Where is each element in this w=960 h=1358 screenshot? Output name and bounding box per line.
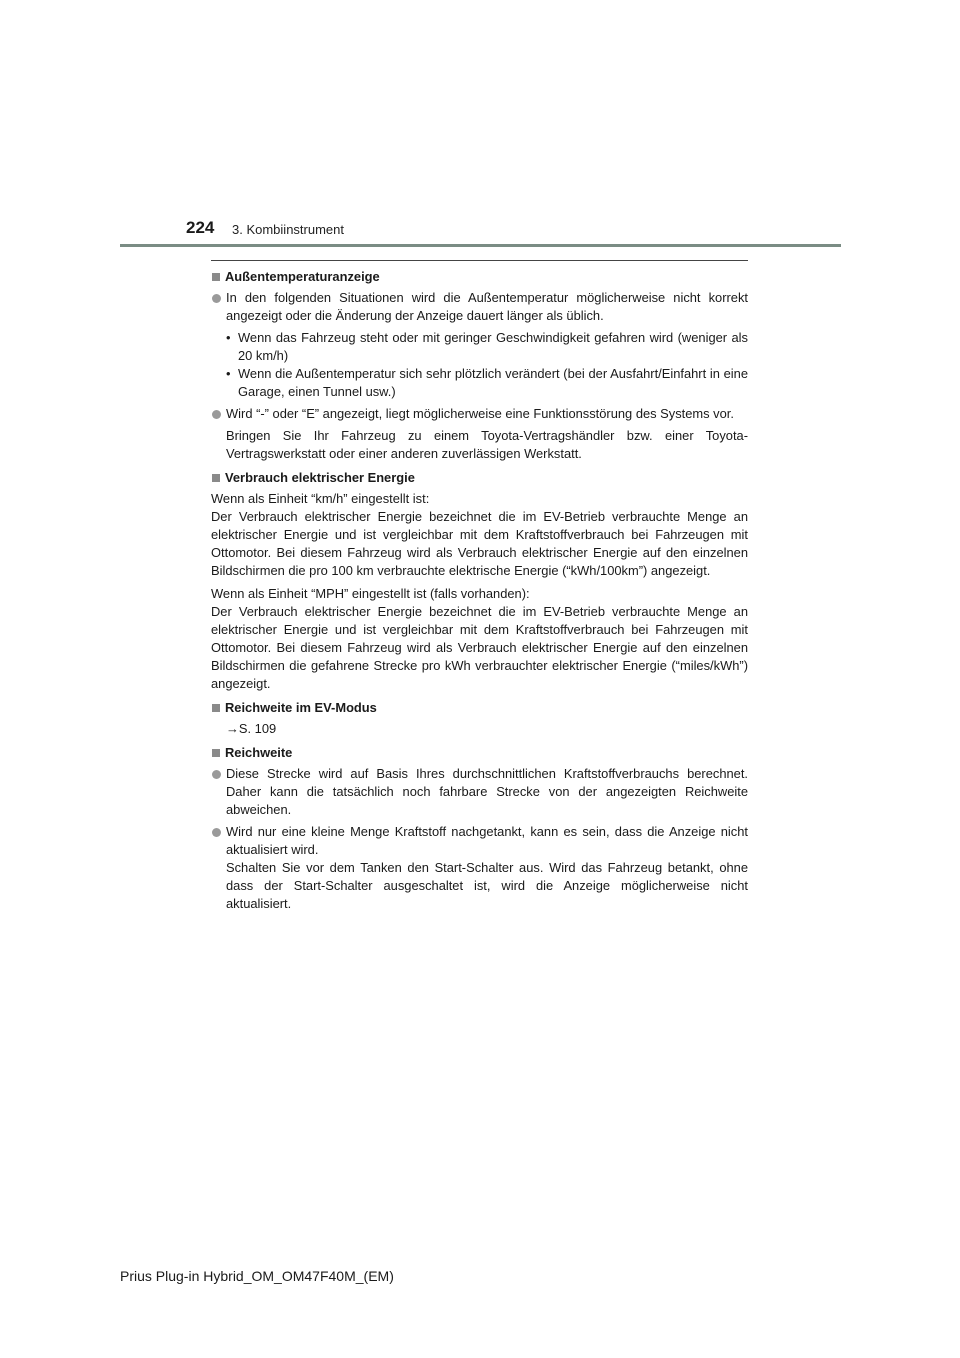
section-consumption [211, 469, 748, 693]
section-outside-temperature [211, 268, 748, 463]
page-reference-link[interactable]: →S. 109 [226, 721, 277, 736]
section-heading [211, 268, 748, 286]
bullet-text: Wird “-” oder “E” angezeigt, liegt möglicherweise eine Funktionsstörung des Systems vor. [226, 406, 734, 421]
sub-item [226, 329, 748, 365]
section-heading [211, 744, 748, 762]
sub-item-text: Wenn die Außentemperatur sich sehr plötzlich verändert (bei der Ausfahrt/Einfahrt in eine Garage, einen Tunnel usw.) [238, 366, 748, 399]
circle-bullet-icon [212, 828, 221, 837]
section-ev-range [211, 699, 748, 738]
circle-bullet-icon [212, 410, 221, 419]
heading-text: Reichweite im EV-Modus [225, 700, 377, 715]
heading-text: Verbrauch elektrischer Energie [225, 470, 415, 485]
section-heading [211, 469, 748, 487]
bullet-item [211, 405, 748, 423]
bullet-text: In den folgenden Situationen wird die Außentemperatur möglicherweise nicht korrekt angezeigt oder die Änderung der Anzeige dauert länger als üblich. [226, 290, 748, 323]
bullet-item [211, 289, 748, 325]
dot-icon: • [226, 366, 231, 381]
circle-bullet-icon [212, 770, 221, 779]
page-number: 224 [186, 218, 215, 237]
bullet-item [211, 823, 748, 913]
paragraph: Bringen Sie Ihr Fahrzeug zu einem Toyota-Vertragshändler bzw. einer Toyota-Vertragswerkstatt oder einer anderen zuverlässigen Werkstatt. [226, 428, 748, 461]
chapter-title: 3. Kombiinstrument [232, 222, 344, 237]
sub-item [226, 365, 748, 401]
dot-icon: • [226, 330, 231, 345]
heading-text: Reichweite [225, 745, 293, 760]
content-rule [211, 260, 748, 261]
paragraph: Wenn als Einheit “MPH” eingestellt ist (falls vorhanden): Der Verbrauch elektrischer Energie bezeichnet die im EV-Betrieb verbrauchte Menge an elektrischer Energie und ist vergleichbar mit dem Kraftstoffverbrauch bei Fahrzeugen mit Ottomotor. Bei diesem Fahrzeug wird als Verbrauch elektrischer Energie auf den einzelnen Bildschirmen die gefahrene Strecke pro kWh verbrauchter elektrischer Energie (“miles/kWh”) angezeigt. [211, 586, 748, 691]
bullet-text: Wird nur eine kleine Menge Kraftstoff nachgetankt, kann es sein, dass die Anzeige nicht aktualisiert wird. Schalten Sie vor dem Tanken den Start-Schalter aus. Wird das Fahrzeug betankt, ohne dass der Start-Schalter ausgeschaltet ist, wird die Anzeige möglicherweise nicht aktualisiert. [226, 824, 748, 911]
footer-manual-id: Prius Plug-in Hybrid_OM_OM47F40M_(EM) [120, 1268, 394, 1284]
section-range [211, 744, 748, 913]
square-bullet-icon [212, 704, 220, 712]
sub-item-text: Wenn das Fahrzeug steht oder mit geringer Geschwindigkeit gefahren wird (weniger als 20 km/h) [238, 330, 748, 363]
heading-text: Außentemperaturanzeige [225, 269, 380, 284]
square-bullet-icon [212, 273, 220, 281]
page-content [211, 268, 748, 919]
square-bullet-icon [212, 474, 220, 482]
bullet-item [211, 765, 748, 819]
section-heading [211, 699, 748, 717]
square-bullet-icon [212, 749, 220, 757]
paragraph: Wenn als Einheit “km/h” eingestellt ist: Der Verbrauch elektrischer Energie bezeichnet die im EV-Betrieb verbrauchte Menge an elektrischer Energie und ist vergleichbar mit dem Kraftstoffverbrauch bei Fahrzeugen mit Ottomotor. Bei diesem Fahrzeug wird als Verbrauch elektrischer Energie auf den einzelnen Bildschirmen die pro 100 km verbrauchte elektrische Energie (“kWh/100km”) angezeigt. [211, 491, 748, 578]
sub-list [211, 329, 748, 401]
bullet-text: Diese Strecke wird auf Basis Ihres durchschnittlichen Kraftstoffverbrauchs berechnet. Daher kann die tatsächlich noch fahrbare Strecke von der angezeigten Reichweite abweichen. [226, 766, 748, 817]
circle-bullet-icon [212, 294, 221, 303]
header-rule [120, 244, 841, 247]
